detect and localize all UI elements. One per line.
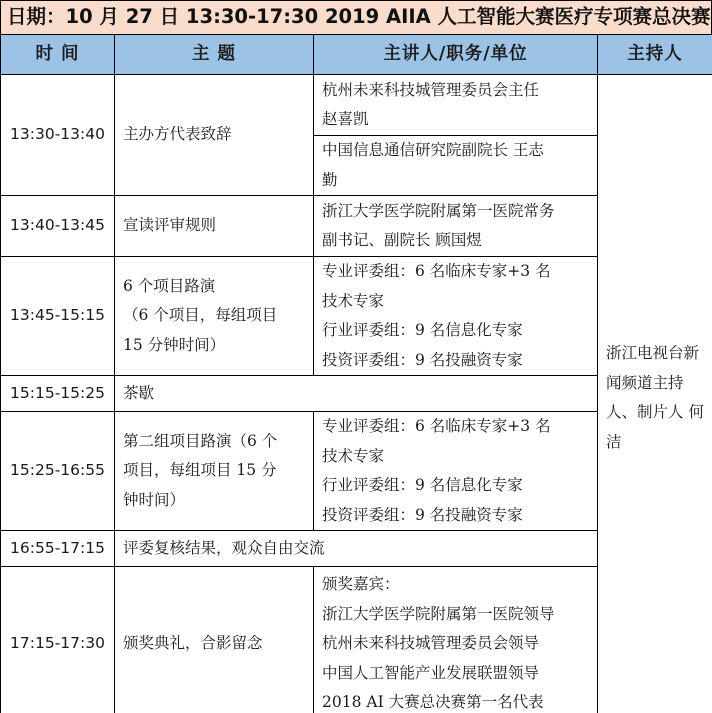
header-topic: 主 题 xyxy=(115,35,314,75)
text-line: 新闻频道主 xyxy=(606,344,700,392)
topic-cell xyxy=(115,257,314,376)
text-line: 项目，每组项目 15 分 xyxy=(123,461,277,480)
schedule-row xyxy=(1,75,712,136)
text-line: 行业评委组：9 名信息化专家 xyxy=(322,476,523,494)
topic-cell xyxy=(115,531,598,567)
text-line: 投资评委组：9 名投融资专家 xyxy=(322,350,523,369)
text-line: 主办方代表致辞 xyxy=(123,125,232,144)
schedule-body xyxy=(1,75,712,713)
header-host: 主持人 xyxy=(598,35,712,75)
text-line: 行业评委组：9 名信息化专家 xyxy=(322,321,523,339)
time-cell: 15:15-15:25 xyxy=(1,376,115,412)
header-time: 时 间 xyxy=(1,35,115,75)
text-line: 浙江电视台 xyxy=(606,344,684,362)
time-cell: 13:45-15:15 xyxy=(1,257,115,376)
text-line: 15 分钟时间） xyxy=(123,335,226,354)
text-line: 赵喜凯 xyxy=(322,110,369,128)
speaker-cell xyxy=(314,75,598,136)
speaker-cell xyxy=(314,136,598,196)
topic-cell xyxy=(115,567,314,713)
speaker-cell xyxy=(314,567,598,713)
text-line: 副书记、副院长 顾国煜 xyxy=(322,231,482,249)
text-line: 投资评委组：9 名投融资专家 xyxy=(322,505,523,524)
time-cell: 16:55-17:15 xyxy=(1,531,115,567)
speaker-cell xyxy=(314,196,598,257)
topic-cell xyxy=(115,412,314,531)
text-line: 颁奖嘉宾： xyxy=(322,575,400,594)
host-cell xyxy=(598,75,712,713)
text-line: 中国人工智能产业发展联盟领导 xyxy=(322,663,540,682)
time-cell: 15:25-16:55 xyxy=(1,412,115,531)
topic-cell xyxy=(115,196,314,257)
text-line: 杭州未来科技城管理委员会主任 xyxy=(322,80,540,99)
text-line: 技术专家 xyxy=(322,446,385,465)
text-line: （6 个项目，每组项目 xyxy=(123,306,278,325)
text-line: 钟时间） xyxy=(123,490,186,509)
text-line: 中国信息通信研究院副院长 王志 xyxy=(322,141,544,159)
time-cell: 13:30-13:40 xyxy=(1,75,115,196)
schedule-title: 日期：10 月 27 日 13:30-17:30 2019 AIIA 人工智能大赛医疗专项赛总决赛 xyxy=(0,0,712,34)
topic-cell xyxy=(115,376,598,412)
time-cell: 13:40-13:45 xyxy=(1,196,115,257)
text-line: 颁奖典礼，合影留念 xyxy=(123,634,263,653)
text-line: 第二组项目路演（6 个 xyxy=(123,431,278,450)
text-line: 技术专家 xyxy=(322,291,385,310)
text-line: 2018 AI 大赛总决赛第一名代表 xyxy=(322,693,544,712)
text-line: 人 何 洁 xyxy=(606,403,704,451)
header-row xyxy=(1,35,712,75)
schedule-table xyxy=(0,34,712,713)
text-line: 勤 xyxy=(322,170,338,189)
text-line: 浙江大学医学院附属第一医院领导 xyxy=(322,604,555,623)
text-line: 宣读评审规则 xyxy=(123,216,217,235)
speaker-cell xyxy=(314,412,598,531)
text-line: 专业评委组：6 名临床专家+3 名 xyxy=(322,262,551,280)
text-line: 浙江大学医学院附属第一医院常务 xyxy=(322,201,555,220)
time-cell: 17:15-17:30 xyxy=(1,567,115,713)
text-line: 评委复核结果，观众自由交流 xyxy=(123,538,325,557)
text-line: 专业评委组：6 名临床专家+3 名 xyxy=(322,417,551,435)
text-line: 杭州未来科技城管理委员会领导 xyxy=(322,634,540,653)
header-speaker: 主讲人/职务/单位 xyxy=(314,35,598,75)
speaker-cell xyxy=(314,257,598,376)
text-line: 茶歇 xyxy=(123,383,155,402)
text-line: 6 个项目路演 xyxy=(123,276,216,295)
text-line: 持人、制片 xyxy=(606,373,684,421)
topic-cell xyxy=(115,75,314,196)
